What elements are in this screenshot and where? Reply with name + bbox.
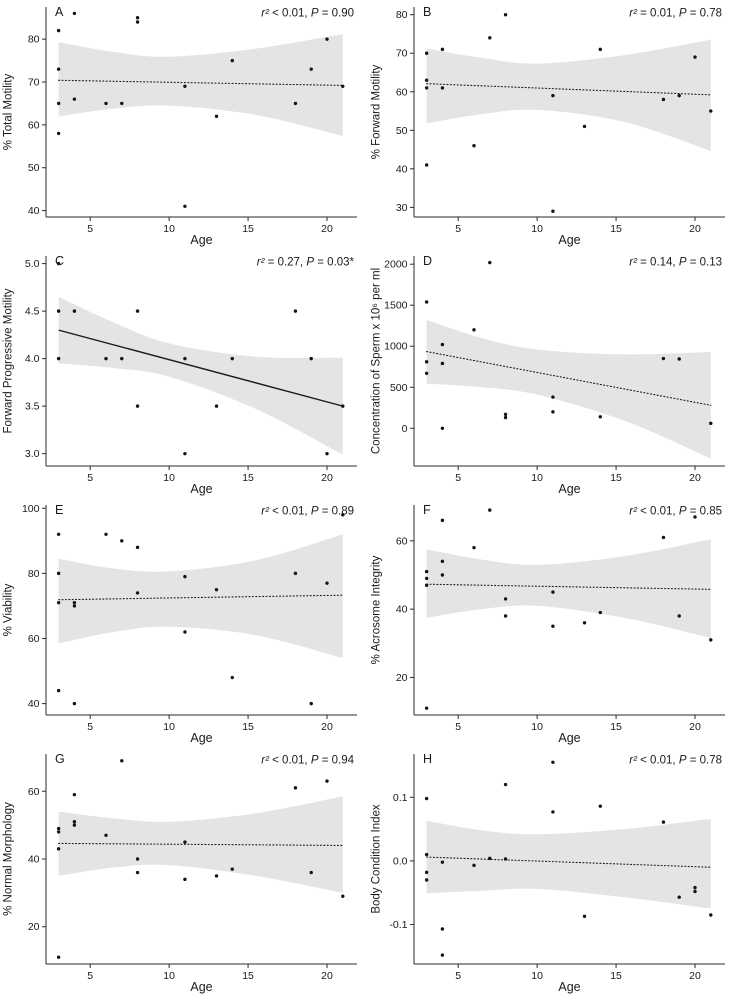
y-tick-label: 20	[395, 671, 408, 684]
data-point	[341, 85, 344, 88]
data-point	[599, 611, 602, 614]
panel-letter: H	[423, 752, 433, 766]
data-point	[425, 584, 428, 587]
x-tick-label: 5	[455, 721, 462, 733]
data-point	[472, 546, 475, 549]
y-tick-label: 40	[395, 163, 408, 176]
y-tick-label: 60	[27, 119, 40, 132]
data-point	[73, 793, 76, 796]
data-point	[551, 395, 554, 398]
x-tick-label: 5	[455, 472, 462, 484]
data-point	[551, 410, 554, 413]
data-point	[73, 823, 76, 826]
data-point	[183, 840, 186, 843]
stats-annotation: r² = 0.27, P = 0.03*	[256, 256, 354, 269]
data-point	[136, 871, 139, 874]
data-point	[104, 533, 107, 536]
data-point	[183, 630, 186, 633]
data-point	[693, 890, 696, 893]
x-axis-label: Age	[558, 980, 581, 994]
x-tick-label: 5	[87, 472, 94, 484]
panel-letter: D	[423, 254, 433, 268]
data-point	[425, 871, 428, 874]
data-point	[57, 601, 60, 604]
data-point	[504, 413, 507, 416]
data-point	[183, 878, 186, 881]
data-point	[425, 360, 428, 363]
data-point	[57, 830, 60, 833]
confidence-band	[427, 320, 711, 459]
y-tick-label: 60	[395, 86, 408, 99]
y-tick-label: 70	[395, 47, 408, 60]
y-tick-label: 80	[395, 9, 408, 22]
data-point	[57, 827, 60, 830]
y-axis-label: Concentration of Sperm x 10⁶ per ml	[370, 267, 383, 455]
x-tick-label: 20	[321, 970, 333, 982]
data-point	[678, 94, 681, 97]
data-point	[425, 853, 428, 856]
confidence-band	[59, 297, 343, 455]
data-point	[73, 820, 76, 823]
x-tick-label: 10	[531, 721, 543, 733]
panel-letter: F	[423, 503, 431, 517]
y-tick-label: 3.5	[24, 400, 40, 413]
panel-a-chart	[0, 0, 368, 249]
data-point	[73, 309, 76, 312]
data-point	[136, 857, 139, 860]
x-tick-label: 10	[163, 472, 175, 484]
x-tick-label: 10	[531, 223, 543, 235]
x-axis-label: Age	[190, 233, 213, 247]
data-point	[551, 590, 554, 593]
x-tick-label: 15	[610, 721, 622, 733]
x-tick-label: 15	[242, 721, 254, 733]
data-point	[183, 205, 186, 208]
y-tick-label: 0.1	[392, 791, 408, 804]
panel-letter: B	[423, 5, 432, 19]
data-point	[57, 67, 60, 70]
data-point	[57, 847, 60, 850]
data-point	[341, 895, 344, 898]
data-point	[441, 427, 444, 430]
data-point	[215, 115, 218, 118]
data-point	[231, 357, 234, 360]
data-point	[662, 536, 665, 539]
x-tick-label: 10	[163, 970, 175, 982]
x-tick-label: 10	[531, 970, 543, 982]
x-axis-label: Age	[190, 731, 213, 745]
confidence-band	[427, 819, 711, 909]
data-point	[425, 577, 428, 580]
y-tick-label: 0	[401, 422, 408, 435]
data-point	[104, 357, 107, 360]
data-point	[73, 12, 76, 15]
data-point	[488, 857, 491, 860]
stats-annotation: r² = 0.01, P = 0.78	[629, 7, 722, 20]
data-point	[57, 357, 60, 360]
data-point	[441, 953, 444, 956]
y-axis-label: % Total Motility	[2, 73, 15, 151]
data-point	[104, 102, 107, 105]
data-point	[341, 404, 344, 407]
data-point	[441, 86, 444, 89]
data-point	[441, 48, 444, 51]
stats-annotation: r² < 0.01, P = 0.94	[261, 754, 354, 767]
y-tick-label: 0.0	[392, 855, 408, 868]
y-axis-label: % Viability	[2, 583, 15, 637]
y-axis-label: % Acrosome Integrity	[370, 555, 383, 665]
data-point	[136, 546, 139, 549]
data-point	[425, 878, 428, 881]
y-tick-label: 70	[27, 76, 40, 89]
data-point	[488, 36, 491, 39]
x-tick-label: 20	[689, 223, 701, 235]
data-point	[215, 874, 218, 877]
data-point	[425, 706, 428, 709]
data-point	[57, 102, 60, 105]
data-point	[583, 621, 586, 624]
data-point	[73, 601, 76, 604]
data-point	[504, 614, 507, 617]
data-point	[57, 533, 60, 536]
data-point	[120, 759, 123, 762]
data-point	[136, 404, 139, 407]
panel-letter: C	[55, 254, 65, 268]
data-point	[441, 927, 444, 930]
x-axis-label: Age	[190, 482, 213, 496]
y-axis-label: Forward Progressive Motility	[2, 288, 15, 434]
y-axis-label: % Normal Morphology	[2, 802, 15, 916]
data-point	[551, 625, 554, 628]
data-point	[310, 871, 313, 874]
x-tick-label: 15	[610, 970, 622, 982]
x-axis-label: Age	[558, 482, 581, 496]
data-point	[441, 519, 444, 522]
panel-f-chart	[368, 498, 736, 747]
data-point	[693, 55, 696, 58]
data-point	[183, 575, 186, 578]
data-point	[325, 37, 328, 40]
data-point	[325, 779, 328, 782]
data-point	[709, 422, 712, 425]
confidence-band	[427, 40, 711, 151]
x-axis-label: Age	[558, 233, 581, 247]
data-point	[441, 362, 444, 365]
x-tick-label: 15	[242, 472, 254, 484]
x-tick-label: 15	[610, 223, 622, 235]
data-point	[73, 97, 76, 100]
data-point	[104, 834, 107, 837]
stats-annotation: r² < 0.01, P = 0.89	[261, 505, 354, 518]
data-point	[136, 16, 139, 19]
data-point	[183, 357, 186, 360]
x-axis-label: Age	[558, 731, 581, 745]
data-point	[583, 915, 586, 918]
data-point	[441, 560, 444, 563]
data-point	[57, 29, 60, 32]
data-point	[709, 109, 712, 112]
y-tick-label: 4.0	[24, 353, 40, 366]
y-tick-label: 1500	[384, 299, 408, 312]
data-point	[325, 452, 328, 455]
data-point	[73, 604, 76, 607]
x-tick-label: 20	[321, 223, 333, 235]
y-tick-label: 100	[21, 502, 40, 515]
data-point	[551, 761, 554, 764]
data-point	[678, 895, 681, 898]
data-point	[599, 804, 602, 807]
y-tick-label: 50	[395, 124, 408, 137]
data-point	[57, 689, 60, 692]
data-point	[310, 67, 313, 70]
data-point	[425, 797, 428, 800]
data-point	[231, 676, 234, 679]
y-axis-label: Body Condition Index	[370, 804, 383, 914]
data-point	[120, 539, 123, 542]
panel-e-chart	[0, 498, 368, 747]
panel-g-chart	[0, 747, 368, 996]
data-point	[488, 508, 491, 511]
y-tick-label: 60	[27, 632, 40, 645]
y-tick-label: 5.0	[24, 258, 40, 271]
data-point	[310, 702, 313, 705]
data-point	[294, 786, 297, 789]
x-tick-label: 20	[689, 970, 701, 982]
data-point	[551, 210, 554, 213]
x-tick-label: 15	[242, 970, 254, 982]
data-point	[441, 860, 444, 863]
data-point	[136, 309, 139, 312]
data-point	[583, 125, 586, 128]
y-tick-label: 20	[27, 921, 40, 934]
y-tick-label: 1000	[384, 340, 408, 353]
data-point	[120, 102, 123, 105]
x-tick-label: 5	[455, 970, 462, 982]
y-tick-label: -0.1	[389, 919, 408, 932]
data-point	[231, 59, 234, 62]
data-point	[678, 357, 681, 360]
data-point	[136, 20, 139, 23]
data-point	[183, 85, 186, 88]
y-tick-label: 80	[27, 33, 40, 46]
data-point	[215, 404, 218, 407]
panel-letter: E	[55, 503, 64, 517]
y-tick-label: 40	[395, 603, 408, 616]
data-point	[57, 309, 60, 312]
x-tick-label: 15	[242, 223, 254, 235]
data-point	[425, 52, 428, 55]
data-point	[294, 572, 297, 575]
data-point	[472, 864, 475, 867]
x-tick-label: 5	[87, 970, 94, 982]
stats-annotation: r² = 0.14, P = 0.13	[629, 256, 722, 269]
y-tick-label: 40	[27, 205, 40, 218]
data-point	[488, 261, 491, 264]
data-point	[425, 300, 428, 303]
data-point	[425, 372, 428, 375]
stats-annotation: r² < 0.01, P = 0.78	[629, 754, 722, 767]
x-tick-label: 15	[610, 472, 622, 484]
data-point	[662, 98, 665, 101]
panel-letter: G	[55, 752, 65, 766]
y-tick-label: 80	[27, 567, 40, 580]
data-point	[693, 886, 696, 889]
x-tick-label: 5	[455, 223, 462, 235]
data-point	[662, 820, 665, 823]
x-axis-label: Age	[190, 980, 213, 994]
y-tick-label: 60	[395, 535, 408, 548]
data-point	[504, 597, 507, 600]
stats-annotation: r² < 0.01, P = 0.90	[261, 7, 354, 20]
data-point	[215, 588, 218, 591]
data-point	[425, 163, 428, 166]
data-point	[441, 573, 444, 576]
y-tick-label: 500	[389, 381, 408, 394]
x-tick-label: 10	[163, 721, 175, 733]
x-tick-label: 20	[321, 472, 333, 484]
x-tick-label: 20	[689, 472, 701, 484]
data-point	[425, 570, 428, 573]
data-point	[183, 452, 186, 455]
data-point	[678, 614, 681, 617]
y-tick-label: 40	[27, 698, 40, 711]
data-point	[551, 810, 554, 813]
data-point	[504, 13, 507, 16]
data-point	[504, 416, 507, 419]
data-point	[662, 357, 665, 360]
data-point	[73, 702, 76, 705]
x-tick-label: 20	[321, 721, 333, 733]
data-point	[120, 357, 123, 360]
x-tick-label: 20	[689, 721, 701, 733]
y-tick-label: 30	[395, 201, 408, 214]
stats-annotation: r² < 0.01, P = 0.85	[629, 505, 722, 518]
data-point	[57, 956, 60, 959]
data-point	[294, 102, 297, 105]
data-point	[709, 913, 712, 916]
data-point	[294, 309, 297, 312]
data-point	[599, 415, 602, 418]
data-point	[425, 86, 428, 89]
data-point	[57, 132, 60, 135]
data-point	[425, 79, 428, 82]
data-point	[136, 591, 139, 594]
data-point	[551, 94, 554, 97]
panel-c-chart	[0, 249, 368, 498]
panel-h-chart	[368, 747, 736, 996]
data-point	[504, 857, 507, 860]
data-point	[472, 328, 475, 331]
x-tick-label: 10	[163, 223, 175, 235]
data-point	[472, 144, 475, 147]
x-tick-label: 5	[87, 721, 94, 733]
y-tick-label: 4.5	[24, 305, 40, 318]
data-point	[599, 48, 602, 51]
panel-b-chart	[368, 0, 736, 249]
y-tick-label: 60	[27, 785, 40, 798]
data-point	[325, 581, 328, 584]
y-tick-label: 50	[27, 162, 40, 175]
y-tick-label: 40	[27, 853, 40, 866]
data-point	[504, 783, 507, 786]
y-tick-label: 2000	[384, 258, 408, 271]
data-point	[441, 343, 444, 346]
panel-letter: A	[55, 5, 64, 19]
x-tick-label: 5	[87, 223, 94, 235]
data-point	[231, 867, 234, 870]
x-tick-label: 10	[531, 472, 543, 484]
data-point	[709, 638, 712, 641]
panel-d-chart	[368, 249, 736, 498]
y-axis-label: % Forward Motility	[370, 64, 383, 160]
data-point	[57, 572, 60, 575]
y-tick-label: 3.0	[24, 448, 40, 461]
data-point	[310, 357, 313, 360]
